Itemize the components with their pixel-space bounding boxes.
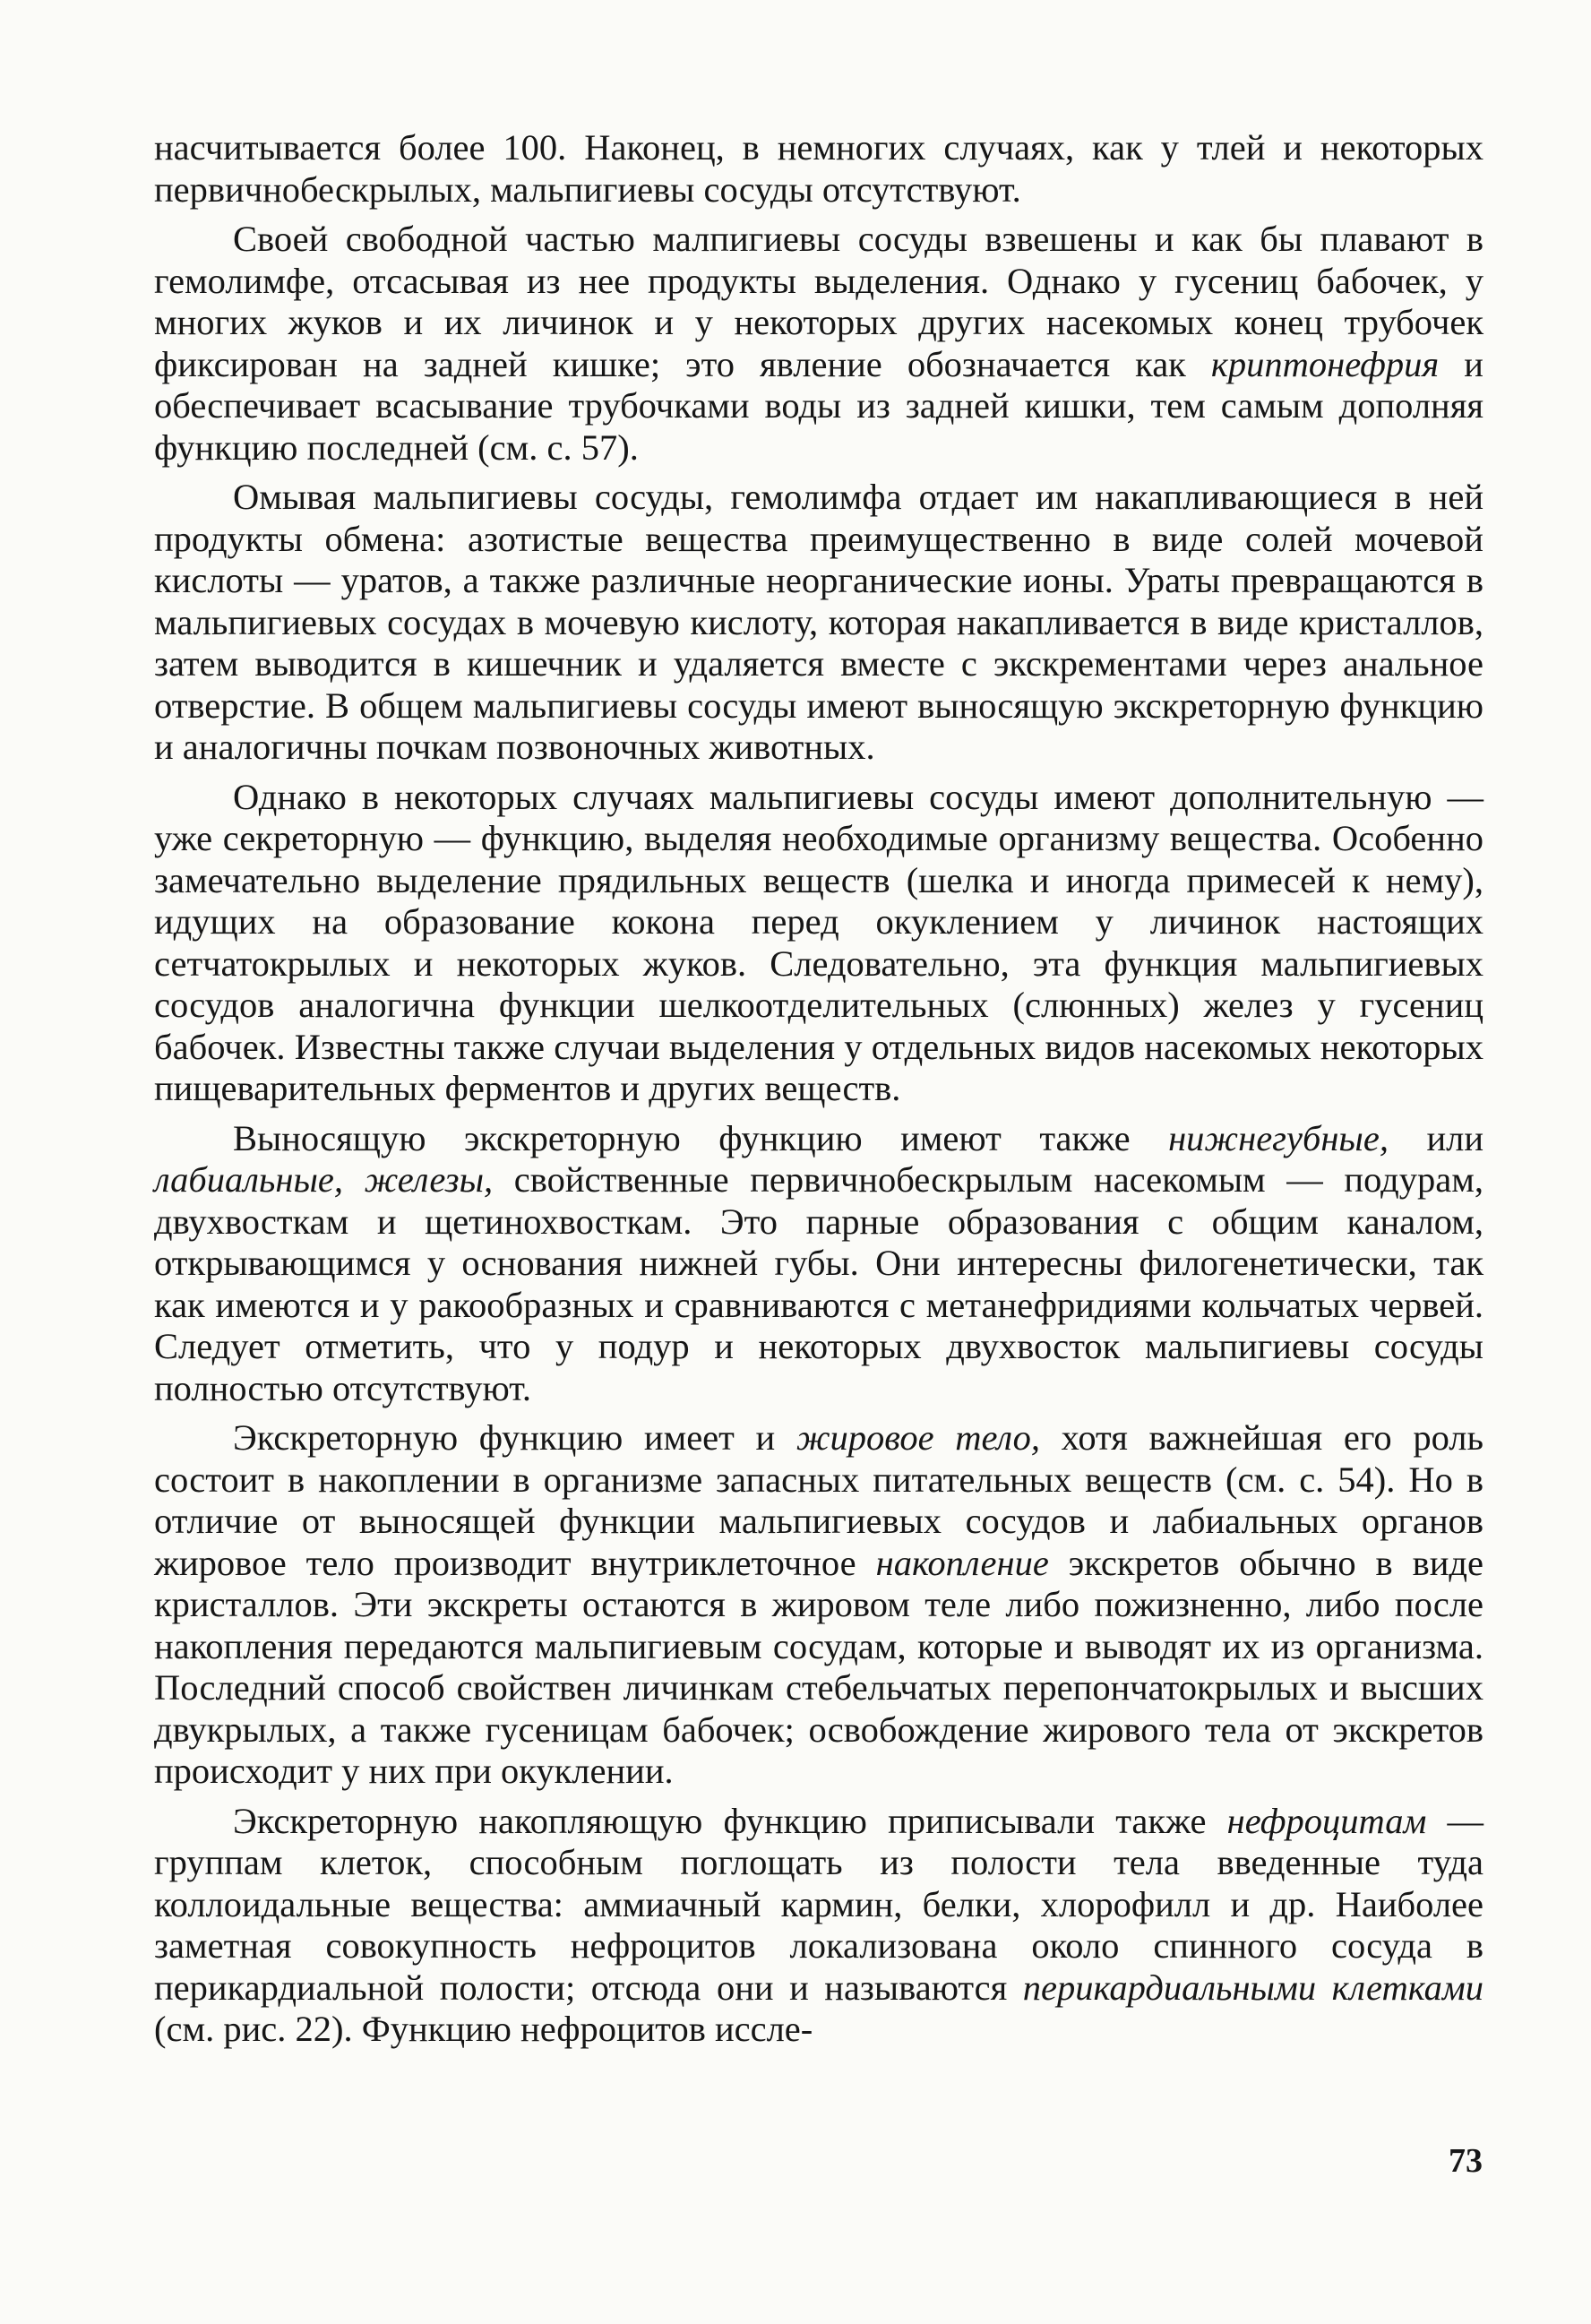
text-run: насчитывается более 100. Наконец, в немногих случаях, как у тлей и некоторых первичнобескрылых, мальпигиевы сосуды отсутствуют.: [154, 127, 1484, 210]
paragraph: [154, 127, 1484, 211]
paragraph: [154, 1417, 1484, 1793]
text-run: и обеспечивает всасывание трубочками воды из задней кишки, тем самым дополняя функцию последней (см. с. 57).: [154, 343, 1484, 468]
term-italic: накопление: [875, 1542, 1049, 1583]
paragraph: [154, 1801, 1484, 2051]
text-run: — группам клеток, способным поглощать из полости тела введенные туда коллоидальные вещества: аммиачный кармин, белки, хлорофилл и др. Наиболее заметная совокупность нефроцитов локализована около спинного сосуда в перикардиальной полости; отсюда они и называются: [154, 1800, 1484, 2008]
text-run: Своей свободной частью малпигиевы сосуды взвешены и как бы плавают в гемолимфе, отсасывая из нее продукты выделения. Однако у гусениц бабочек, у многих жуков и их личинок и у некоторых других насекомых конец трубочек фиксирован на задней кишке; это явление обозначается как: [154, 219, 1484, 384]
paragraph: [154, 1118, 1484, 1410]
paragraph: [154, 219, 1484, 469]
term-italic: нижнегубные,: [1168, 1117, 1389, 1158]
text-run: хотя важнейшая его роль состоит в накоплении в организме запасных питательных веществ (см. с. 54). Но в отличие от выносящей функции мальпигиевых сосудов и лабиальных органов жировое тело производит внутриклеточное: [154, 1417, 1484, 1583]
term-italic: нефроцитам: [1226, 1800, 1427, 1841]
term-italic: перикардиальными клетками: [1022, 1967, 1484, 2008]
term-italic: криптонефрия: [1210, 343, 1440, 384]
text-run: Омывая мальпигиевы сосуды, гемолимфа отдает им накапливающиеся в ней продукты обмена: азотистые вещества преимущественно в виде солей мочевой кислоты — уратов, а также различные неорганические ионы. Ураты превращаются в мальпигиевых сосудах в мочевую кислоту, которая накапливается в виде кристаллов, затем выводится в кишечник и удаляется вместе с экскрементами через анальное отверстие. В общем мальпигиевы сосуды имеют выносящую экскреторную функцию и аналогичны почкам позвоночных животных.: [154, 477, 1484, 767]
text-run: Выносящую экскреторную функцию имеют также: [233, 1117, 1169, 1158]
term-italic: лабиальные, железы,: [154, 1159, 494, 1200]
body-text: [154, 127, 1484, 2059]
paragraph: [154, 477, 1484, 769]
paragraph: [154, 777, 1484, 1110]
text-run: Экскреторную функцию имеет и: [233, 1417, 796, 1458]
text-run: Однако в некоторых случаях мальпигиевы сосуды имеют дополнительную — уже секреторную — функцию, выделяя необходимые организму вещества. Особенно замечательно выделение прядильных веществ (шелка и иногда примесей к нему), идущих на образование кокона перед окуклением у личинок настоящих сетчатокрылых и некоторых жуков. Следовательно, эта функция мальпигиевых сосудов аналогична функции шелкоотделительных (слюнных) желез у гусениц бабочек. Известны также случаи выделения у отдельных видов насекомых некоторых пищеварительных ферментов и других веществ.: [154, 776, 1484, 1108]
page-number: 73: [1449, 2142, 1483, 2180]
text-run: экскретов обычно в виде кристаллов. Эти экскреты остаются в жировом теле либо пожизненно, либо после накопления передаются мальпигиевым сосудам, которые и выводят их из организма. Последний способ свойствен личинкам стебельчатых перепончатокрылых и высших двукрылых, а также гусеницам бабочек; освобождение жирового тела от экскретов происходит у них при окуклении.: [154, 1542, 1484, 1791]
text-run: Экскреторную накопляющую функцию приписывали также: [233, 1800, 1227, 1841]
term-italic: жировое тело,: [796, 1417, 1040, 1458]
text-run: (см. рис. 22). Функцию нефроцитов иссле-: [154, 2009, 813, 2049]
text-run: свойственные первичнобескрылым насекомым — подурам, двухвосткам и щетинохвосткам. Это парные образования с общим каналом, открывающимся у основания нижней губы. Они интересны филогенетически, так как имеются и у ракообразных и сравниваются с метанефридиями кольчатых червей. Следует отметить, что у подур и некоторых двухвосток мальпигиевы сосуды полностью отсутствуют.: [154, 1159, 1484, 1408]
text-run: или: [1388, 1117, 1484, 1158]
